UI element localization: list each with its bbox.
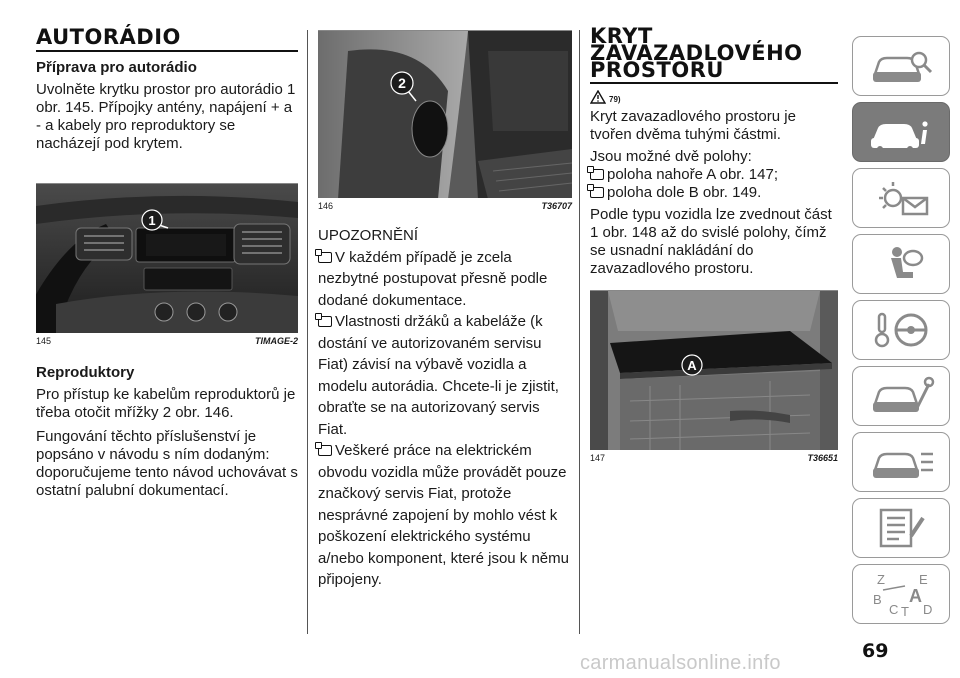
bullet-icon <box>318 316 332 327</box>
car-info-icon <box>865 110 937 154</box>
document-list-icon <box>865 506 937 550</box>
notice-item <box>318 440 572 591</box>
figure-number: 146 <box>318 201 334 211</box>
list-item <box>590 166 838 184</box>
title-line: KRYT <box>590 24 653 48</box>
paragraph: Pro přístup ke kabelům reproduktorů je třeba otočit mřížky 2 obr. 146. <box>36 386 296 421</box>
tab-alphabetical-index[interactable] <box>852 564 950 624</box>
notice-item <box>318 247 572 312</box>
airbag-seat-icon <box>865 242 937 286</box>
subsection-heading: Příprava pro autorádio <box>36 59 197 76</box>
paragraph: Podle typu vozidla lze zvednout část 1 obr. 148 až do svislé polohy, čímž se usnadní nakládání do zavazadlového prostoru. <box>590 206 832 277</box>
door-speaker-photo <box>318 30 572 198</box>
figure-code: T36651 <box>807 453 838 463</box>
notice-heading: UPOZORNĚNÍ <box>318 227 419 244</box>
section-title-autoradio: AUTORÁDIO <box>36 28 298 52</box>
callout-label: 2 <box>398 75 406 91</box>
notice-text: Veškeré práce na elektrickém obvodu vozidla může provádět pouze značkový servis Fiat, protože nesprávné zapojení by mohlo vést k poškození elektrického systému a/nebo komponent, které jsou k němu připojeny. <box>318 442 569 588</box>
figure-caption <box>318 201 572 211</box>
luggage-cover-photo <box>590 290 838 450</box>
tab-car-wrench[interactable] <box>852 366 950 426</box>
warning-reference <box>590 90 838 104</box>
column-divider <box>579 30 580 634</box>
paragraph: Uvolněte krytku prostor pro autorádio 1 obr. 145. Přípojky antény, napájení + a - a kabely pro reproduktory se nacházejí pod krytem. <box>36 81 296 152</box>
section-title-luggage-cover <box>590 24 838 84</box>
title-line: PROSTORU <box>590 58 724 82</box>
index-letter: C <box>889 602 899 617</box>
middle-column <box>318 30 572 591</box>
paragraph: Fungování těchto příslušenství je popsáno v návodu s ním dodaným: doporučujeme tento návod uchovávat s ostatní palubní dokumentací. <box>36 428 298 499</box>
list-item <box>590 184 838 202</box>
index-letter: Z <box>877 572 885 587</box>
steering-wheel-key-icon <box>865 308 937 352</box>
callout-label: A <box>687 358 697 373</box>
warning-triangle-icon <box>590 90 606 104</box>
index-letter: E <box>919 572 928 587</box>
bullet-icon <box>590 169 604 180</box>
tab-car-search[interactable] <box>852 36 950 96</box>
dashboard-photo <box>36 183 298 333</box>
tab-car-info[interactable] <box>852 102 950 162</box>
figure-code: TIMAGE-2 <box>254 336 298 346</box>
tab-airbag-seat[interactable] <box>852 234 950 294</box>
cargo-illustration <box>590 291 838 450</box>
list-item-text: poloha nahoře A obr. 147; <box>607 166 778 183</box>
index-letter: A <box>909 586 922 606</box>
warning-lights-icon <box>865 176 937 220</box>
tab-steering[interactable] <box>852 300 950 360</box>
alphabetical-index-icon <box>865 570 937 618</box>
list-item-text: poloha dole B obr. 149. <box>607 184 762 201</box>
bullet-icon <box>590 187 604 198</box>
index-letter: T <box>901 604 909 618</box>
door-illustration <box>318 31 572 198</box>
right-column <box>590 24 838 463</box>
column-divider <box>307 30 308 634</box>
bullet-icon <box>318 445 332 456</box>
figure-caption <box>590 453 838 463</box>
notice-text: Vlastnosti držáků a kabeláže (k dostání ve autorizovaném servisu Fiat) závisí na výbavě vozidla a modelu autorádia. Chcete-li je zjistit, obraťte se na autorizovaný servis Fiat. <box>318 313 559 438</box>
bullet-icon <box>318 252 332 263</box>
figure-caption <box>36 336 298 346</box>
tab-car-specs[interactable] <box>852 432 950 492</box>
figure-145 <box>36 183 298 346</box>
figure-code: T36707 <box>541 201 572 211</box>
page-number: 69 <box>862 640 889 662</box>
car-specs-icon <box>865 440 937 484</box>
left-column <box>36 25 298 500</box>
warning-number: 79) <box>609 95 621 104</box>
callout-label: 1 <box>148 213 156 228</box>
figure-number: 147 <box>590 453 606 463</box>
title-line: ZAVAZADLOVÉHO <box>590 41 803 65</box>
notice-text: V každém případě je zcela nezbytné postupovat přesně podle dodané dokumentace. <box>318 248 548 309</box>
subsection-heading-speakers: Reproduktory <box>36 364 135 381</box>
tab-document-list[interactable] <box>852 498 950 558</box>
car-search-icon <box>865 44 937 88</box>
index-letter: D <box>923 602 933 617</box>
figure-146 <box>318 30 572 211</box>
paragraph: Kryt zavazadlového prostoru je tvořen dvěma tuhými částmi. <box>590 108 796 143</box>
car-wrench-icon <box>865 374 937 418</box>
tab-warning-lights[interactable] <box>852 168 950 228</box>
watermark: carmanualsonline.info <box>580 652 781 674</box>
dashboard-illustration <box>36 184 298 333</box>
notice-item <box>318 311 572 440</box>
index-letter: B <box>873 592 882 607</box>
paragraph: Jsou možné dvě polohy: <box>590 148 752 165</box>
figure-number: 145 <box>36 336 52 346</box>
figure-147 <box>590 290 838 463</box>
